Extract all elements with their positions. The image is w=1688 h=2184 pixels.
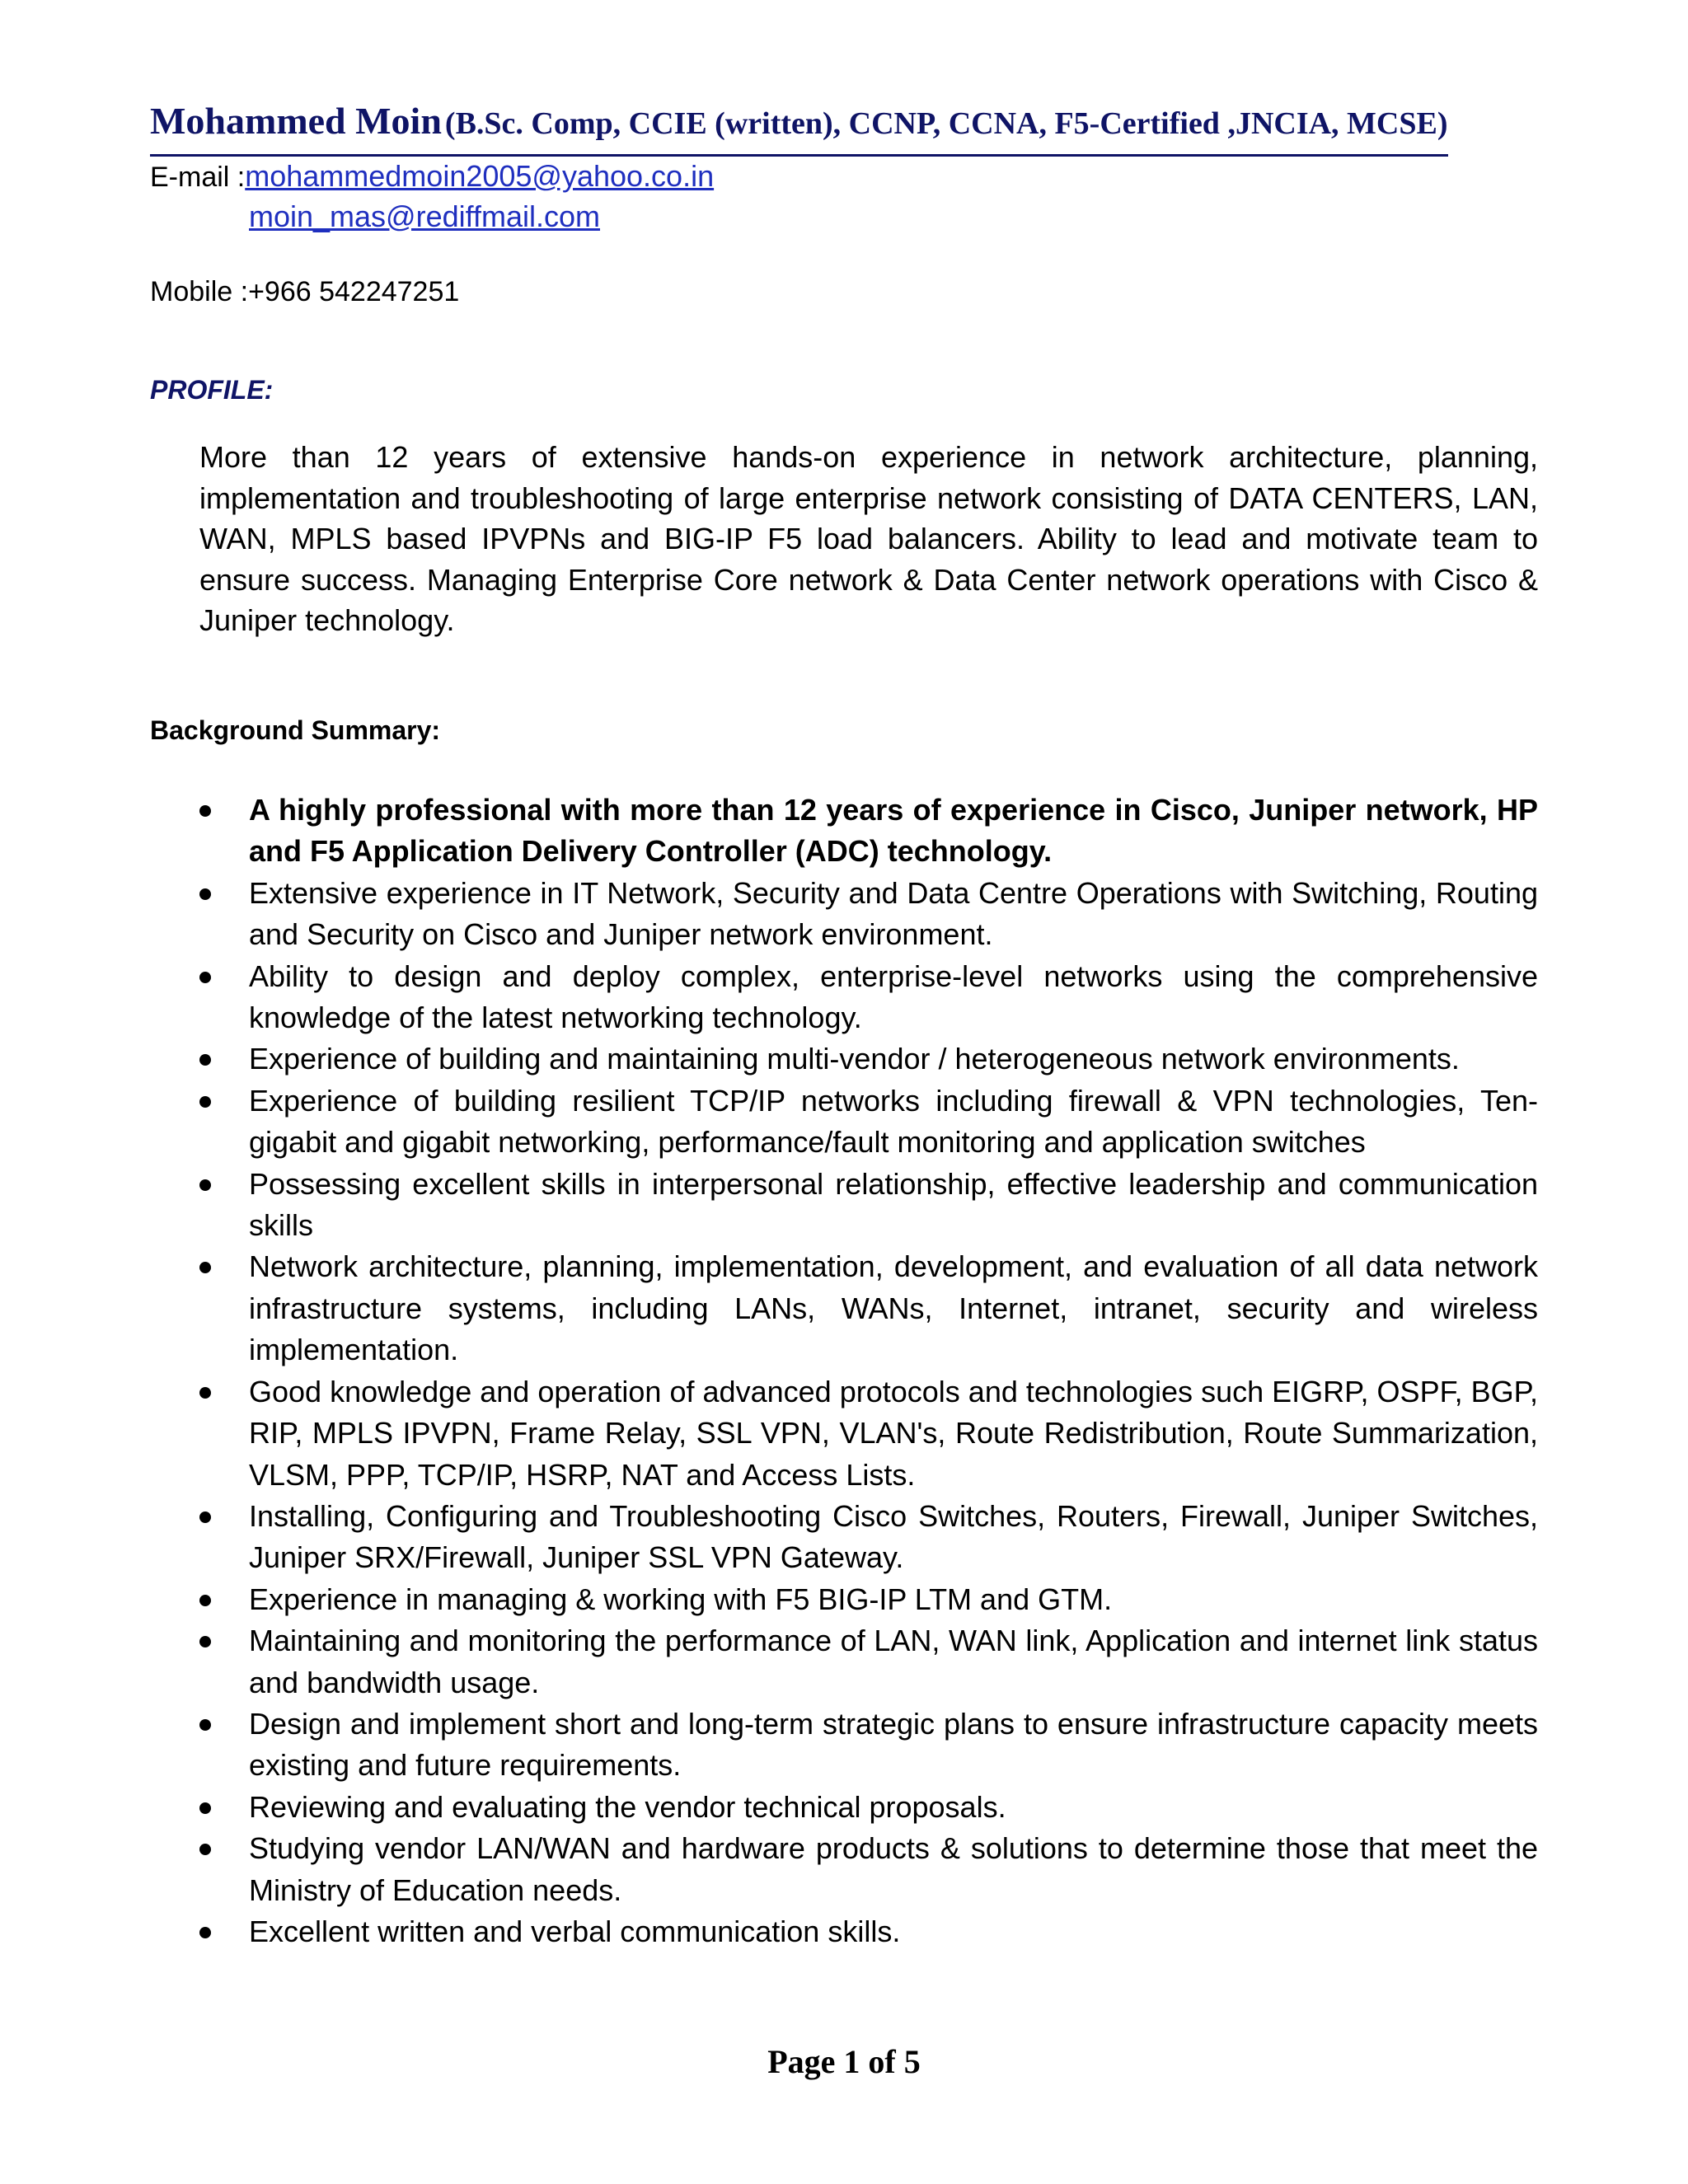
background-summary-heading: Background Summary:	[150, 715, 441, 745]
list-item-text: Design and implement short and long-term strategic plans to ensure infrastructure capacity meets existing and future requirements.	[249, 1706, 1538, 1783]
bullet-icon	[199, 1096, 211, 1108]
list-item-text: A highly professional with more than 12 years of experience in Cisco, Juniper network, HP and F5 Application Delivery Controller (ADC) technology.	[249, 793, 1538, 869]
list-item	[199, 956, 1538, 1039]
list-item	[199, 1787, 1538, 1828]
list-item-text: Installing, Configuring and Troubleshooting Cisco Switches, Routers, Firewall, Juniper Switches, Juniper SRX/Firewall, Juniper SSL VPN Gateway.	[249, 1498, 1538, 1575]
list-item-text: Ability to design and deploy complex, enterprise-level networks using the comprehensive knowledge of the latest networking technology.	[249, 958, 1538, 1035]
list-item	[199, 1246, 1538, 1371]
bullet-icon	[199, 805, 211, 817]
list-item-text: Possessing excellent skills in interpersonal relationship, effective leadership and communication skills	[249, 1166, 1538, 1243]
candidate-qualifications: (B.Sc. Comp, CCIE (written), CCNP, CCNA, F5-Certified ,JNCIA, MCSE)	[444, 106, 1448, 141]
bullet-icon	[199, 1719, 211, 1731]
bullet-icon	[199, 1387, 211, 1399]
bullet-icon	[199, 1179, 211, 1191]
list-item	[199, 1371, 1538, 1496]
list-item-text: Experience of building resilient TCP/IP networks including firewall & VPN technologies, Ten-gigabit and gigabit networking, performance/fault monitoring and application switches	[249, 1083, 1538, 1160]
list-item-text: Network architecture, planning, implementation, development, and evaluation of all data network infrastructure systems, including LANs, WANs, Internet, intranet, security and wireless implementation.	[249, 1249, 1538, 1367]
bullet-icon	[199, 1511, 211, 1523]
mobile-number: +966 542247251	[248, 276, 460, 307]
list-item	[199, 1704, 1538, 1787]
email-label: E-mail :	[150, 162, 246, 193]
mobile-label: Mobile :	[150, 276, 249, 307]
list-item	[199, 1496, 1538, 1579]
list-item	[199, 1080, 1538, 1164]
list-item-text: Experience in managing & working with F5 BIG-IP LTM and GTM.	[249, 1582, 1113, 1616]
email-row	[150, 157, 1518, 197]
list-item	[199, 1164, 1538, 1247]
resume-header	[150, 97, 1518, 312]
email-secondary-row	[150, 197, 1518, 237]
page-number: Page 1 of 5	[767, 2043, 921, 2080]
mobile-row	[150, 272, 1518, 312]
bullet-icon	[199, 1595, 211, 1606]
profile-text: More than 12 years of extensive hands-on experience in network architecture, planning, implementation and troubleshooting of large enterprise network consisting of DATA CENTERS, LAN, WAN, MPLS based IPVPNs and BIG-IP F5 load balancers. Ability to lead and motivate team to ensure success. Managing Enterprise Core network & Data Center network operations with Cisco & Juniper technology.	[199, 440, 1538, 638]
bullet-icon	[199, 888, 211, 900]
bullet-icon	[199, 1262, 211, 1273]
bullet-icon	[199, 1927, 211, 1938]
background-summary-list	[199, 790, 1538, 1952]
bullet-icon	[199, 972, 211, 983]
list-item	[199, 790, 1538, 873]
list-item-text: Excellent written and verbal communication skills.	[249, 1914, 901, 1948]
list-item-text: Extensive experience in IT Network, Security and Data Centre Operations with Switching, Routing and Security on Cisco and Juniper network environment.	[249, 875, 1538, 952]
list-item-text: Studying vendor LAN/WAN and hardware products & solutions to determine those that meet the Ministry of Education needs.	[249, 1831, 1538, 1907]
list-item	[199, 1579, 1538, 1620]
bullet-icon	[199, 1802, 211, 1814]
list-item-text: Good knowledge and operation of advanced protocols and technologies such EIGRP, OSPF, BGP, RIP, MPLS IPVPN, Frame Relay, SSL VPN, VLAN's, Route Redistribution, Route Summarization, VLSM, PPP, TCP/IP, HSRP, NAT and Access Lists.	[249, 1374, 1538, 1492]
name-heading	[150, 97, 1448, 157]
list-item	[199, 1038, 1538, 1080]
email-secondary-link[interactable]: moin_mas@rediffmail.com	[249, 199, 601, 233]
contact-block	[150, 157, 1518, 312]
profile-heading: PROFILE:	[150, 375, 274, 405]
list-item	[199, 1620, 1538, 1704]
email-primary-link[interactable]: mohammedmoin2005@yahoo.co.in	[245, 159, 715, 193]
bullet-icon	[199, 1054, 211, 1066]
list-item-text: Maintaining and monitoring the performance of LAN, WAN link, Application and internet link status and bandwidth usage.	[249, 1624, 1538, 1699]
bullet-icon	[199, 1844, 211, 1855]
list-item	[199, 873, 1538, 956]
list-item-text: Experience of building and maintaining multi-vendor / heterogeneous network environments.	[249, 1042, 1460, 1076]
bullet-icon	[199, 1636, 211, 1647]
candidate-name: Mohammed Moin	[150, 100, 442, 142]
list-item	[199, 1911, 1538, 1952]
list-item-text: Reviewing and evaluating the vendor technical proposals.	[249, 1789, 1006, 1824]
list-item	[199, 1828, 1538, 1911]
